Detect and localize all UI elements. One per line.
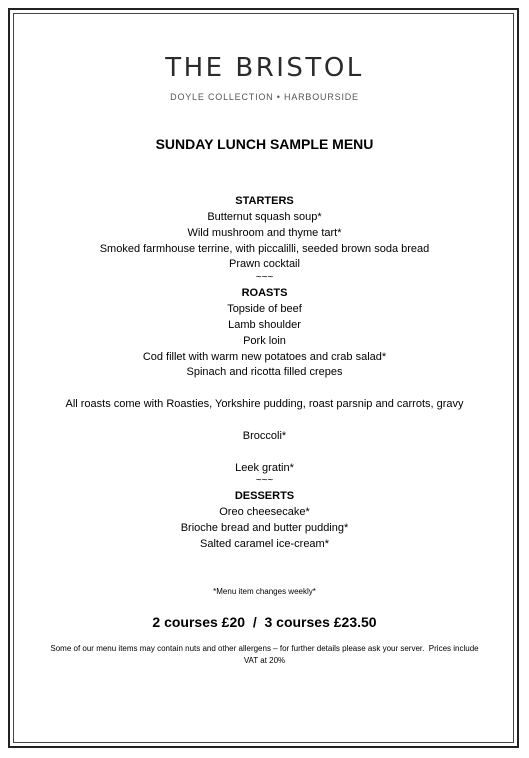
- brand-tagline: DOYLE COLLECTION • HARBOURSIDE: [170, 92, 359, 102]
- roast-item: Pork loin: [243, 334, 286, 347]
- spacer: [20, 445, 509, 461]
- roasts-accompaniment-note: All roasts come with Roasties, Yorkshire pudding, roast parsnip and carrots, gravy: [65, 398, 464, 411]
- starter-item: Smoked farmhouse terrine, with piccalilli, seeded brown soda bread: [99, 242, 430, 255]
- roasts-heading: ROASTS: [241, 287, 288, 300]
- spacer: [20, 413, 509, 429]
- section-separator: ~~~: [255, 475, 274, 487]
- spacer: [20, 381, 509, 397]
- starters-heading: STARTERS: [235, 195, 294, 207]
- brand-logo-text: THE BRISTOL: [165, 53, 364, 83]
- weekly-change-note: *Menu item changes weekly*: [213, 587, 316, 596]
- side-item: Broccoli*: [242, 429, 287, 442]
- starter-item: Wild mushroom and thyme tart*: [187, 226, 342, 239]
- allergen-note: Some of our menu items may contain nuts and other allergens – for further details please ask your server. Prices include VAT at 20%: [50, 644, 481, 665]
- menu-body: [20, 194, 509, 553]
- roast-item: Topside of beef: [227, 303, 302, 316]
- roast-item: Spinach and ricotta filled crepes: [186, 366, 343, 379]
- section-separator: ~~~: [255, 272, 274, 284]
- starter-item: Butternut squash soup*: [207, 210, 322, 223]
- dessert-item: Oreo cheesecake*: [219, 506, 310, 519]
- course-pricing: 2 courses £20 / 3 courses £23.50: [152, 614, 377, 630]
- side-item: Leek gratin*: [235, 461, 294, 474]
- starter-item: Prawn cocktail: [229, 258, 300, 271]
- roast-item: Cod fillet with warm new potatoes and crab salad*: [142, 350, 387, 363]
- dessert-item: Salted caramel ice-cream*: [200, 537, 329, 550]
- roast-item: Lamb shoulder: [228, 318, 301, 331]
- menu-title: SUNDAY LUNCH SAMPLE MENU: [155, 136, 374, 152]
- dessert-item: Brioche bread and butter pudding*: [180, 522, 349, 535]
- desserts-heading: DESSERTS: [234, 490, 295, 503]
